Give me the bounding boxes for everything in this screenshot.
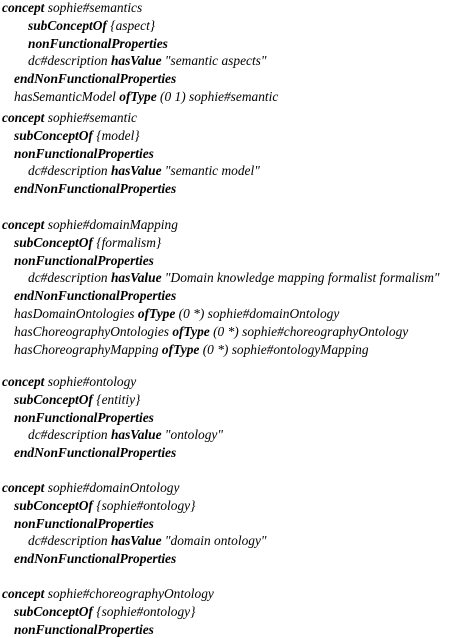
code-line — [0, 410, 154, 426]
code-line — [0, 146, 154, 162]
code-keyword: hasValue — [110, 53, 162, 69]
code-line — [0, 163, 260, 179]
code-line — [0, 586, 214, 602]
code-line — [0, 427, 223, 443]
code-keyword: subConceptOf — [14, 234, 93, 250]
code-text: dc#description — [28, 163, 111, 179]
code-line — [0, 128, 140, 144]
code-keyword: hasValue — [110, 163, 162, 179]
code-line — [0, 288, 176, 304]
code-keyword: subConceptOf — [28, 17, 107, 33]
code-line — [0, 551, 176, 567]
code-keyword: hasValue — [110, 533, 162, 549]
code-keyword: ofType — [161, 341, 200, 357]
code-text: hasChoreographyMapping — [14, 341, 162, 357]
code-text: {model} — [92, 127, 140, 143]
code-line — [0, 71, 176, 87]
code-text: {aspect} — [106, 17, 156, 33]
code-keyword: concept — [2, 0, 45, 15]
code-text: "semantic model" — [161, 163, 260, 179]
code-keyword: concept — [2, 110, 45, 125]
code-keyword: hasValue — [110, 427, 162, 443]
code-line — [0, 36, 168, 52]
code-keyword: endNonFunctionalProperties — [14, 71, 177, 87]
code-line — [0, 374, 136, 390]
code-line — [0, 604, 195, 620]
code-line — [0, 498, 195, 514]
code-keyword: endNonFunctionalProperties — [14, 288, 177, 304]
code-text: "domain ontology" — [161, 533, 267, 549]
code-keyword: endNonFunctionalProperties — [14, 445, 177, 461]
code-keyword: nonFunctionalProperties — [14, 515, 154, 531]
code-line — [0, 480, 179, 496]
code-line — [0, 445, 176, 461]
code-text: "Domain knowledge mapping formalist formalism" — [161, 270, 440, 286]
code-line — [0, 533, 267, 549]
code-text: {sophie#ontology} — [92, 497, 196, 513]
code-line — [0, 53, 267, 69]
code-text: "semantic aspects" — [161, 53, 267, 69]
code-line — [0, 110, 137, 126]
code-line — [0, 392, 140, 408]
code-keyword: ofType — [172, 323, 210, 339]
code-keyword: subConceptOf — [14, 497, 93, 513]
code-text: sophie#choreographyOntology — [44, 586, 214, 601]
code-keyword: subConceptOf — [14, 391, 93, 407]
code-keyword: ofType — [137, 306, 176, 321]
code-keyword: nonFunctionalProperties — [14, 252, 154, 268]
code-keyword: nonFunctionalProperties — [14, 409, 154, 425]
code-text: (0 *) sophie#domainOntology — [175, 306, 340, 321]
code-text: (0 *) sophie#choreographyOntology — [209, 323, 409, 339]
code-keyword: concept — [2, 374, 45, 389]
code-line — [0, 0, 142, 16]
code-text: dc#description — [28, 270, 111, 286]
code-keyword: ofType — [119, 89, 157, 104]
code-text: sophie#semantics — [44, 0, 143, 15]
code-line — [0, 18, 155, 34]
code-keyword: endNonFunctionalProperties — [14, 551, 177, 567]
code-text: sophie#domainMapping — [44, 217, 178, 232]
code-line — [0, 89, 278, 105]
code-text: {formalism} — [92, 234, 162, 250]
code-keyword: subConceptOf — [14, 127, 93, 143]
code-text: hasSemanticModel — [14, 89, 120, 104]
code-keyword: endNonFunctionalProperties — [14, 181, 177, 197]
code-line — [0, 217, 178, 233]
code-text: (0 1) sophie#semantic — [156, 89, 279, 104]
code-text: (0 *) sophie#ontologyMapping — [199, 341, 369, 357]
code-text: {sophie#ontology} — [92, 603, 196, 619]
code-text: sophie#domainOntology — [44, 480, 180, 495]
code-keyword: nonFunctionalProperties — [28, 35, 168, 51]
code-text: dc#description — [28, 427, 111, 443]
code-keyword: nonFunctionalProperties — [14, 145, 154, 161]
code-keyword: concept — [2, 217, 45, 232]
code-keyword: hasValue — [110, 270, 162, 286]
code-line — [0, 235, 161, 251]
code-keyword: subConceptOf — [14, 603, 93, 619]
code-line — [0, 181, 176, 197]
code-line — [0, 253, 154, 269]
code-keyword: concept — [2, 480, 45, 495]
code-line — [0, 342, 369, 358]
code-text: sophie#ontology — [44, 374, 137, 389]
code-line — [0, 324, 408, 340]
code-text: {entitiy} — [92, 391, 141, 407]
code-keyword: concept — [2, 586, 45, 601]
code-text: hasDomainOntologies — [14, 306, 138, 321]
code-text: dc#description — [28, 533, 111, 549]
code-text: "ontology" — [161, 427, 224, 443]
code-text: hasChoreographyOntologies — [14, 323, 173, 339]
code-line — [0, 306, 339, 322]
code-text: sophie#semantic — [44, 110, 137, 125]
code-line — [0, 516, 154, 532]
code-line — [0, 270, 440, 286]
code-text: dc#description — [28, 53, 111, 69]
code-keyword: nonFunctionalProperties — [14, 621, 154, 637]
